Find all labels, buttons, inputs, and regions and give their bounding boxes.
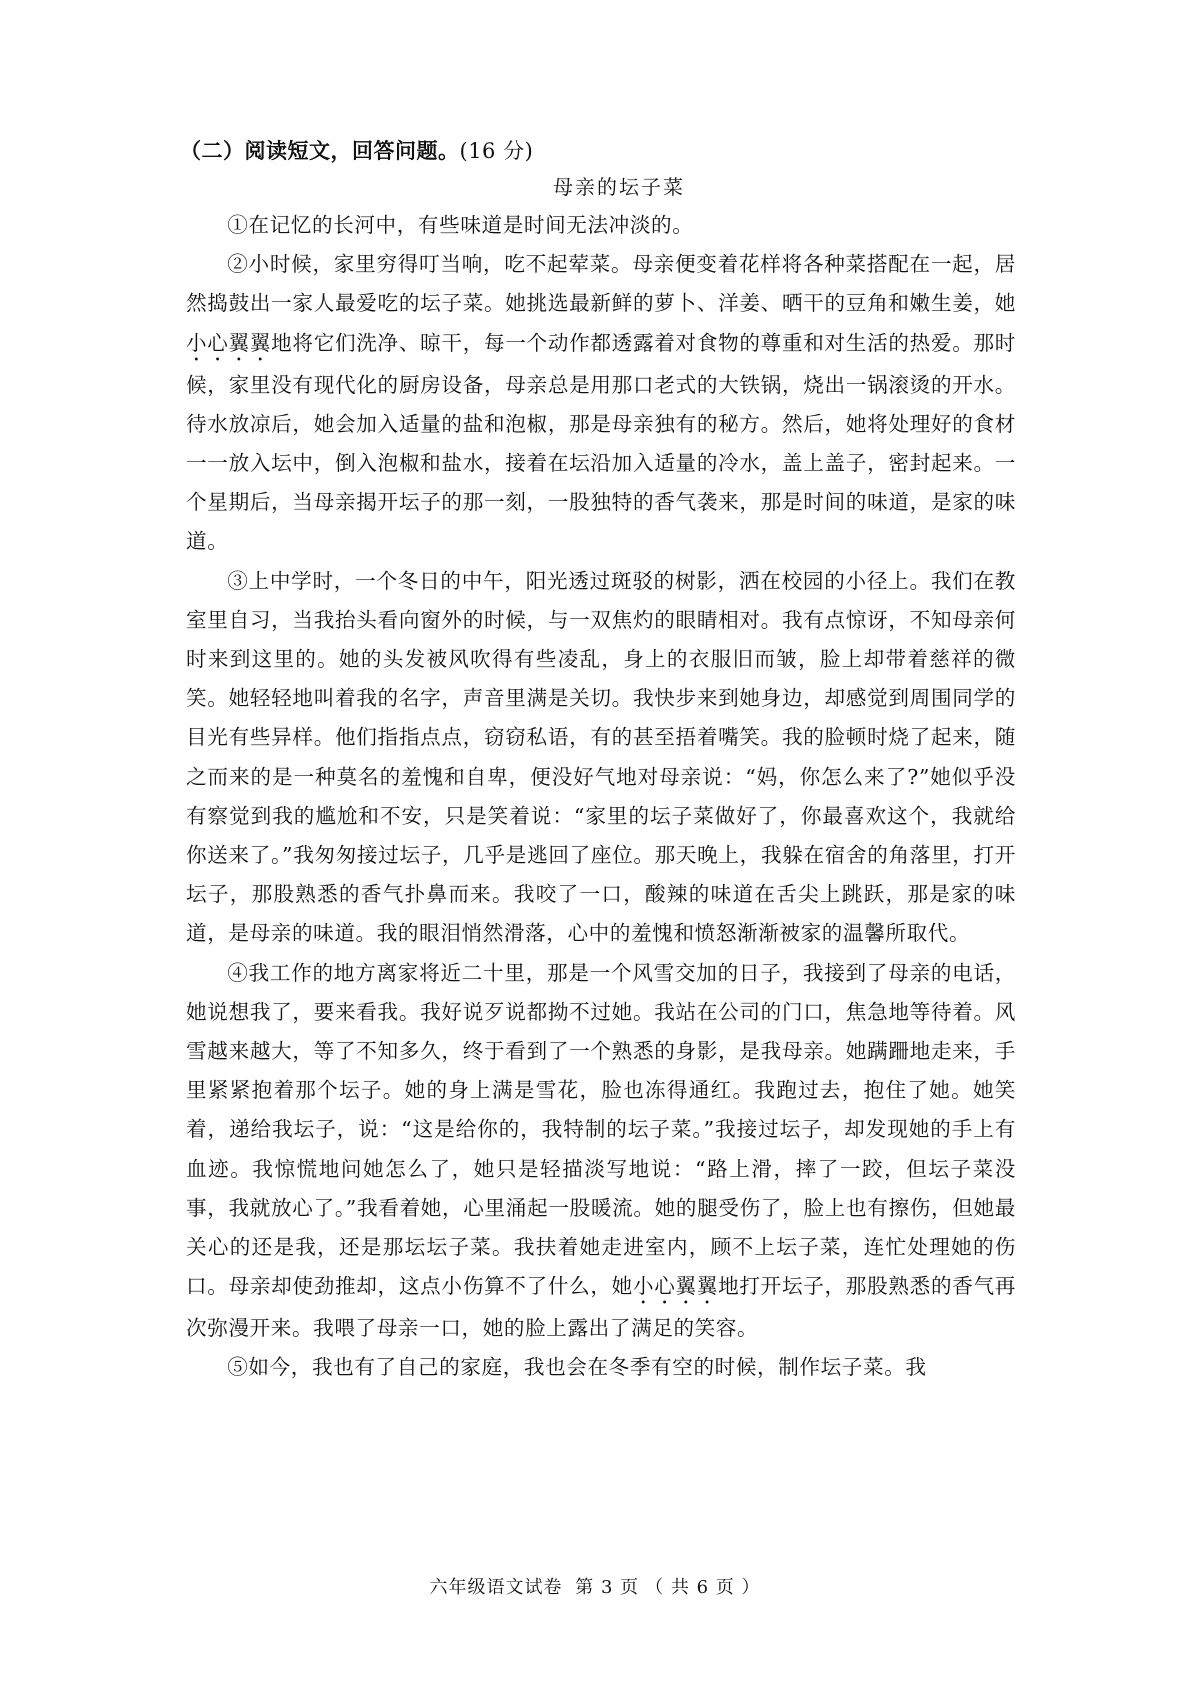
paragraph-3 bbox=[186, 562, 1016, 954]
paragraph-5-text: ⑤如今，我也有了自己的家庭，我也会在冬季有空的时候，制作坛子菜。我 bbox=[227, 1355, 927, 1380]
paragraph-1 bbox=[186, 206, 1016, 245]
section-heading bbox=[180, 136, 1016, 166]
paragraph-5 bbox=[186, 1348, 1016, 1387]
page-number: 第 3 页 bbox=[575, 1577, 640, 1598]
paragraph-2-text-b: 地将它们洗净、晾干，每一个动作都透露着对食物的尊重和对生活的热爱。那时候，家里没有现代化的厨房设备，母亲总是用那口老式的大铁锅，烧出一锅滚烫的开水。待水放凉后，她会加入适量的盐和泡椒，那是母亲独有的秘方。然后，她将处理好的食材一一放入坛中，倒入泡椒和盐水，接着在坛沿加入适量的冷水，盖上盖子，密封起来。一个星期后，当母亲揭开坛子的那一刻，一股独特的香气袭来，那是时间的味道，是家的味道。 bbox=[186, 330, 1016, 554]
paragraph-3-text: ③上中学时，一个冬日的中午，阳光透过斑驳的树影，洒在校园的小径上。我们在教室里自习，当我抬头看向窗外的时候，与一双焦灼的眼睛相对。我有点惊讶，不知母亲何时来到这里的。她的头发被风吹得有些凌乱，身上的衣服旧而皱，脸上却带着慈祥的微笑。她轻轻地叫着我的名字，声音里满是关切。我快步来到她身边，却感觉到周围同学的目光有些异样。他们指指点点，窃窃私语，有的甚至捂着嘴笑。我的脸顿时烧了起来，随之而来的是一种莫名的羞愧和自卑，便没好气地对母亲说：“妈，你怎么来了?”她似乎没有察觉到我的尴尬和不安，只是笑着说：“家里的坛子菜做好了，你最喜欢这个，我就给你送来了。”我匆匆接过坛子，几乎是逃回了座位。那天晚上，我躲在宿舍的角落里，打开坛子，那股熟悉的香气扑鼻而来。我咬了一口，酸辣的味道在舌尖上跳跃，那是家的味道，是母亲的味道。我的眼泪悄然滑落，心中的羞愧和愤怒渐渐被家的温馨所取代。 bbox=[186, 568, 1016, 946]
section-heading-text: （二）阅读短文，回答问题。 bbox=[180, 139, 460, 163]
paragraph-2 bbox=[186, 245, 1016, 561]
page-footer bbox=[0, 1573, 1190, 1599]
page-total: （ 共 6 页 ） bbox=[645, 1577, 761, 1598]
paragraph-4-text-b: 地打开坛子，那股熟悉的香气再次弥漫开来。我喂了母亲一口，她的脸上露出了满足的笑容。 bbox=[186, 1274, 1016, 1341]
paragraph-2-emphasis: 小心翼翼 bbox=[186, 330, 272, 355]
exam-page bbox=[180, 136, 1016, 1388]
paragraph-4 bbox=[186, 954, 1016, 1349]
article-title: 母亲的坛子菜 bbox=[553, 175, 685, 199]
paragraph-2-text-a: ②小时候，家里穷得叮当响，吃不起荤菜。母亲便变着花样将各种菜搭配在一起，居然捣鼓出一家人最爱吃的坛子菜。她挑选最新鲜的萝卜、洋姜、晒干的豆角和嫩生姜，她 bbox=[186, 252, 1016, 316]
paragraph-1-text: ①在记忆的长河中，有些味道是时间无法冲淡的。 bbox=[227, 213, 694, 237]
paragraph-4-emphasis: 小心翼翼 bbox=[632, 1274, 719, 1299]
exam-name: 六年级语文试卷 bbox=[429, 1577, 563, 1598]
section-score: (16 分) bbox=[459, 139, 534, 163]
paragraph-4-text-a: ④我工作的地方离家将近二十里，那是一个风雪交加的日子，我接到了母亲的电话，她说想我了，要来看我。我好说歹说都拗不过她。我站在公司的门口，焦急地等待着。风雪越来越大，等了不知多久，终于看到了一个熟悉的身影，是我母亲。她蹒跚地走来，手里紧紧抱着那个坛子。她的身上满是雪花，脸也冻得通红。我跑过去，抱住了她。她笑着，递给我坛子，说：“这是给你的，我特制的坛子菜。”我接过坛子，却发现她的手上有血迹。我惊慌地问她怎么了，她只是轻描淡写地说：“路上滑，摔了一跤，但坛子菜没事，我就放心了。”我看着她，心里涌起一股暖流。她的腿受伤了，脸上也有擦伤，但她最关心的还是我，还是那坛坛子菜。我扶着她走进室内，顾不上坛子菜，连忙处理她的伤口。母亲却使劲推却，这点小伤算不了什么，她 bbox=[186, 960, 1016, 1299]
